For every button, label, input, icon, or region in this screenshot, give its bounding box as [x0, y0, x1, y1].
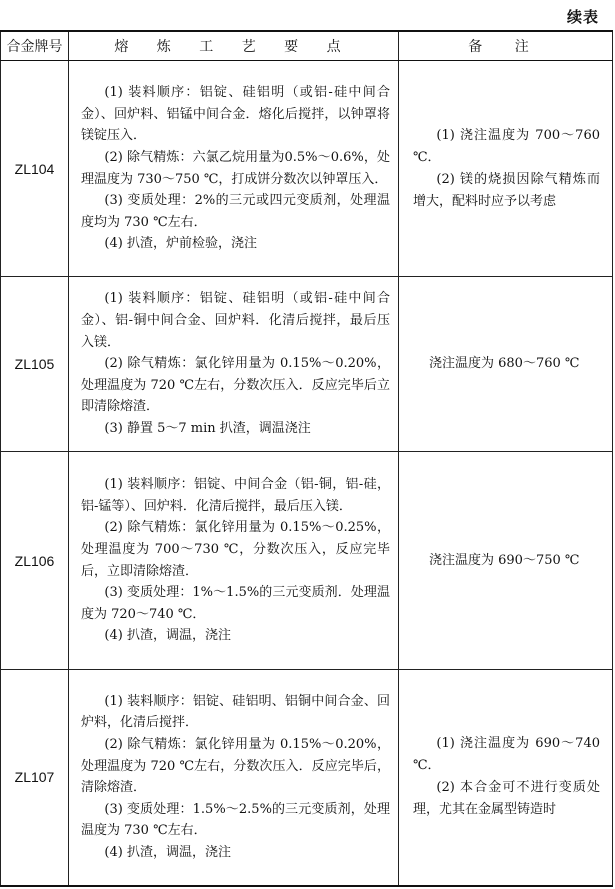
remark-item: 浇注温度为 680～760 ℃ [429, 356, 580, 371]
process-step: (4) 扒渣，调温，浇注 [104, 628, 231, 644]
process-step: (3) 静置 5～7 min 扒渣，调温浇注 [104, 420, 311, 436]
process-step: (1) 装料顺序：铝锭、硅铝明（或铝-硅中间合金）、回炉料、铝锰中间合金．熔化后搅拌，以钟罩将镁锭压入． [81, 85, 390, 144]
process-step: (4) 扒渣，炉前检验，浇注 [104, 236, 257, 252]
process-step: (2) 除气精炼：氯化锌用量为 0.15%～0.20%，处理温度为 720 ℃左右，分数次压入．反应完毕后立即清除熔渣． [81, 356, 390, 415]
header-process: 熔 炼 工 艺 要 点 [69, 31, 399, 61]
alloy-code: ZL107 [1, 670, 69, 886]
process-step: (2) 除气精炼：氯化锌用量为 0.15%～0.25%，处理温度为 700～730 ℃，分数次压入，反应完毕后，立即清除熔渣． [81, 520, 390, 579]
continued-label: 续表 [566, 8, 599, 26]
remark-item: (2) 本合金可不进行变质处理，尤其在金属型铸造时 [413, 780, 600, 818]
process-step: (3) 变质处理：1%～1.5%的三元变质剂．处理温度为 720～740 ℃． [81, 585, 390, 622]
alloy-code: ZL104 [1, 61, 69, 277]
process-step: (2) 除气精炼：氯化锌用量为 0.15%～0.20%，处理温度为 720 ℃左右，分数次压入．反应完毕后，清除熔渣． [81, 737, 390, 796]
process-step: (4) 扒渣，调温，浇注 [104, 845, 231, 861]
remark-item: (1) 浇注温度为 690～740 ℃． [413, 736, 600, 774]
remarks-cell [399, 277, 613, 452]
header-remarks: 备 注 [399, 31, 613, 61]
process-step: (3) 变质处理：2%的三元或四元变质剂，处理温度均为 730 ℃左右． [81, 193, 390, 230]
table-row [1, 452, 613, 670]
alloy-code: ZL106 [1, 452, 69, 670]
process-step: (1) 装料顺序：铝锭、中间合金（铝-铜，铝-硅，铝-锰等）、回炉料．化清后搅拌，最后压入镁． [81, 477, 390, 514]
table-header-row [1, 31, 613, 61]
remarks-cell [399, 61, 613, 277]
table-row [1, 61, 613, 277]
process-cell [69, 452, 399, 670]
table-row [1, 670, 613, 886]
process-cell [69, 61, 399, 277]
remark-item: (2) 镁的烧损因除气精炼而增大，配料时应予以考虑 [413, 171, 600, 209]
alloy-code: ZL105 [1, 277, 69, 452]
process-step: (3) 变质处理：1.5%～2.5%的三元变质剂，处理温度为 730 ℃左右． [81, 801, 390, 839]
remarks-cell [399, 670, 613, 886]
process-cell [69, 670, 399, 886]
table-row [1, 277, 613, 452]
process-step: (2) 除气精炼：六氯乙烷用量为0.5%～0.6%，处理温度为 730～750 ℃，打成饼分数次以钟罩压入． [81, 149, 390, 187]
remarks-cell [399, 452, 613, 670]
remark-item: (1) 浇注温度为 700～760 ℃． [413, 127, 600, 165]
header-alloy: 合金牌号 [1, 31, 69, 61]
remark-item: 浇注温度为 690～750 ℃ [429, 552, 580, 568]
smelting-process-table [0, 30, 613, 887]
process-step: (1) 装料顺序：铝锭、硅铝明（或铝-硅中间合金）、铝-铜中间合金、回炉料．化清后搅拌，最后压入镁． [81, 291, 390, 350]
process-cell [69, 277, 399, 452]
process-step: (1) 装料顺序：铝锭、硅铝明、铝铜中间合金、回炉料，化清后搅拌． [81, 693, 390, 731]
